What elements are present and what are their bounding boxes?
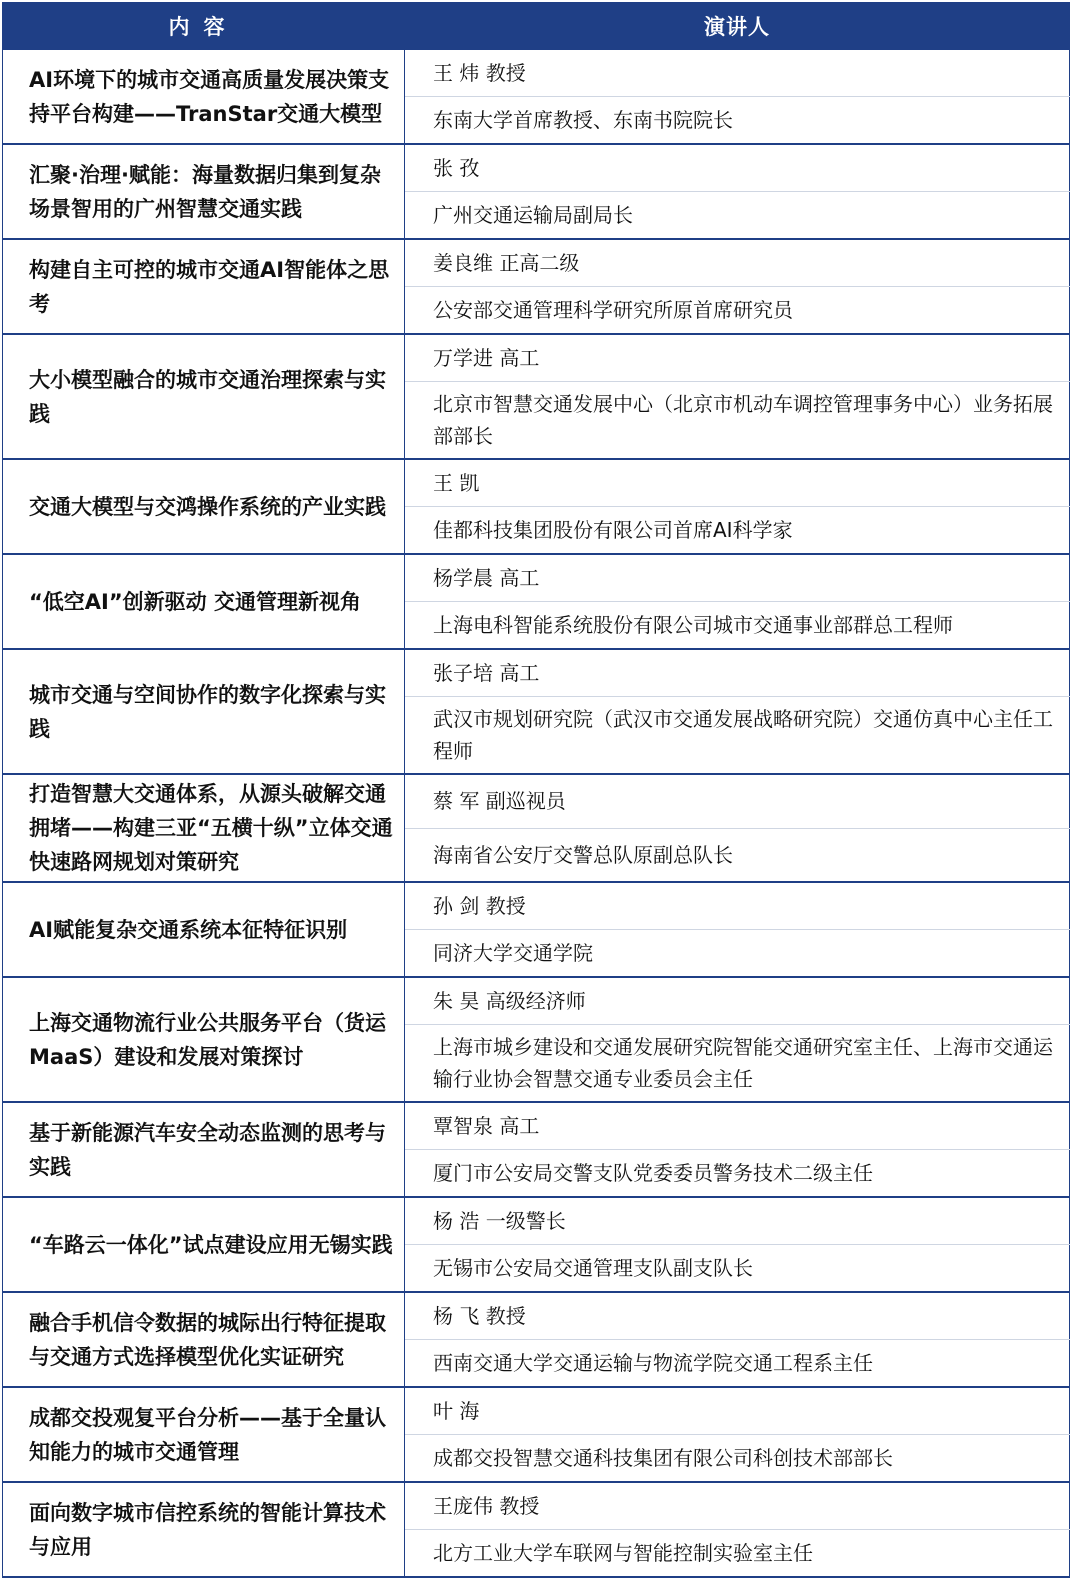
speaker-name-cell: 王庞伟 教授 <box>405 1482 1070 1530</box>
speaker-affiliation-cell: 上海电科智能系统股份有限公司城市交通事业部群总工程师 <box>405 602 1070 650</box>
topic-cell: “低空AI”创新驱动 交通管理新视角 <box>3 554 405 649</box>
topic-cell: 交通大模型与交鸿操作系统的产业实践 <box>3 459 405 554</box>
speaker-name-cell: 张子培 高工 <box>405 649 1070 697</box>
speaker-name-cell: 杨 浩 一级警长 <box>405 1197 1070 1245</box>
agenda-body <box>3 50 1070 1578</box>
header-speaker: 演讲人 <box>405 3 1070 50</box>
speaker-affiliation-cell: 北京市智慧交通发展中心（北京市机动车调控管理事务中心）业务拓展部部长 <box>405 382 1070 460</box>
topic-cell: 汇聚·治理·赋能：海量数据归集到复杂场景智用的广州智慧交通实践 <box>3 144 405 239</box>
topic-cell: AI赋能复杂交通系统本征特征识别 <box>3 882 405 977</box>
table-row <box>3 1482 1070 1530</box>
speaker-name-cell: 叶 海 <box>405 1387 1070 1435</box>
speaker-affiliation-cell: 无锡市公安局交通管理支队副支队长 <box>405 1245 1070 1293</box>
speaker-name-cell: 蔡 军 副巡视员 <box>405 774 1070 828</box>
speaker-name-cell: 王 凯 <box>405 459 1070 507</box>
table-row <box>3 977 1070 1025</box>
speaker-affiliation-cell: 公安部交通管理科学研究所原首席研究员 <box>405 287 1070 335</box>
speaker-name-cell: 杨 飞 教授 <box>405 1292 1070 1340</box>
speaker-name-cell: 朱 昊 高级经济师 <box>405 977 1070 1025</box>
speaker-name-cell: 张 孜 <box>405 144 1070 192</box>
topic-cell: “车路云一体化”试点建设应用无锡实践 <box>3 1197 405 1292</box>
topic-cell: 融合手机信令数据的城际出行特征提取与交通方式选择模型优化实证研究 <box>3 1292 405 1387</box>
speaker-affiliation-cell: 北方工业大学车联网与智能控制实验室主任 <box>405 1530 1070 1578</box>
speaker-affiliation-cell: 西南交通大学交通运输与物流学院交通工程系主任 <box>405 1340 1070 1388</box>
table-row <box>3 1387 1070 1435</box>
table-row <box>3 50 1070 97</box>
table-row <box>3 144 1070 192</box>
header-content: 内容 <box>3 3 405 50</box>
speaker-affiliation-cell: 广州交通运输局副局长 <box>405 192 1070 240</box>
topic-cell: 构建自主可控的城市交通AI智能体之思考 <box>3 239 405 334</box>
speaker-name-cell: 杨学晨 高工 <box>405 554 1070 602</box>
topic-cell: AI环境下的城市交通高质量发展决策支持平台构建——TranStar交通大模型 <box>3 50 405 145</box>
topic-cell: 面向数字城市信控系统的智能计算技术与应用 <box>3 1482 405 1577</box>
table-row <box>3 1292 1070 1340</box>
speaker-affiliation-cell: 武汉市规划研究院（武汉市交通发展战略研究院）交通仿真中心主任工程师 <box>405 697 1070 775</box>
topic-cell: 上海交通物流行业公共服务平台（货运MaaS）建设和发展对策探讨 <box>3 977 405 1102</box>
header-row <box>3 3 1070 50</box>
table-row <box>3 649 1070 697</box>
table-row <box>3 1102 1070 1150</box>
speaker-affiliation-cell: 厦门市公安局交警支队党委委员警务技术二级主任 <box>405 1150 1070 1198</box>
speaker-affiliation-cell: 上海市城乡建设和交通发展研究院智能交通研究室主任、上海市交通运输行业协会智慧交通专业委员会主任 <box>405 1025 1070 1103</box>
speaker-name-cell: 孙 剑 教授 <box>405 882 1070 930</box>
topic-cell: 成都交投观复平台分析——基于全量认知能力的城市交通管理 <box>3 1387 405 1482</box>
table-row <box>3 459 1070 507</box>
table-row <box>3 239 1070 287</box>
speaker-affiliation-cell: 海南省公安厅交警总队原副总队长 <box>405 828 1070 882</box>
topic-cell: 基于新能源汽车安全动态监测的思考与实践 <box>3 1102 405 1197</box>
table-row <box>3 554 1070 602</box>
speaker-name-cell: 王 炜 教授 <box>405 50 1070 97</box>
speaker-affiliation-cell: 东南大学首席教授、东南书院院长 <box>405 97 1070 145</box>
topic-cell: 打造智慧大交通体系，从源头破解交通拥堵——构建三亚“五横十纵”立体交通快速路网规划对策研究 <box>3 774 405 882</box>
table-row <box>3 882 1070 930</box>
speaker-name-cell: 姜良维 正高二级 <box>405 239 1070 287</box>
speaker-name-cell: 万学进 高工 <box>405 334 1070 382</box>
speaker-name-cell: 覃智泉 高工 <box>405 1102 1070 1150</box>
table-row <box>3 774 1070 828</box>
speaker-affiliation-cell: 佳都科技集团股份有限公司首席AI科学家 <box>405 507 1070 555</box>
topic-cell: 大小模型融合的城市交通治理探索与实践 <box>3 334 405 459</box>
table-row <box>3 334 1070 382</box>
speaker-affiliation-cell: 成都交投智慧交通科技集团有限公司科创技术部部长 <box>405 1435 1070 1483</box>
speaker-affiliation-cell: 同济大学交通学院 <box>405 930 1070 978</box>
agenda-table <box>2 2 1070 1578</box>
topic-cell: 城市交通与空间协作的数字化探索与实践 <box>3 649 405 774</box>
table-row <box>3 1197 1070 1245</box>
